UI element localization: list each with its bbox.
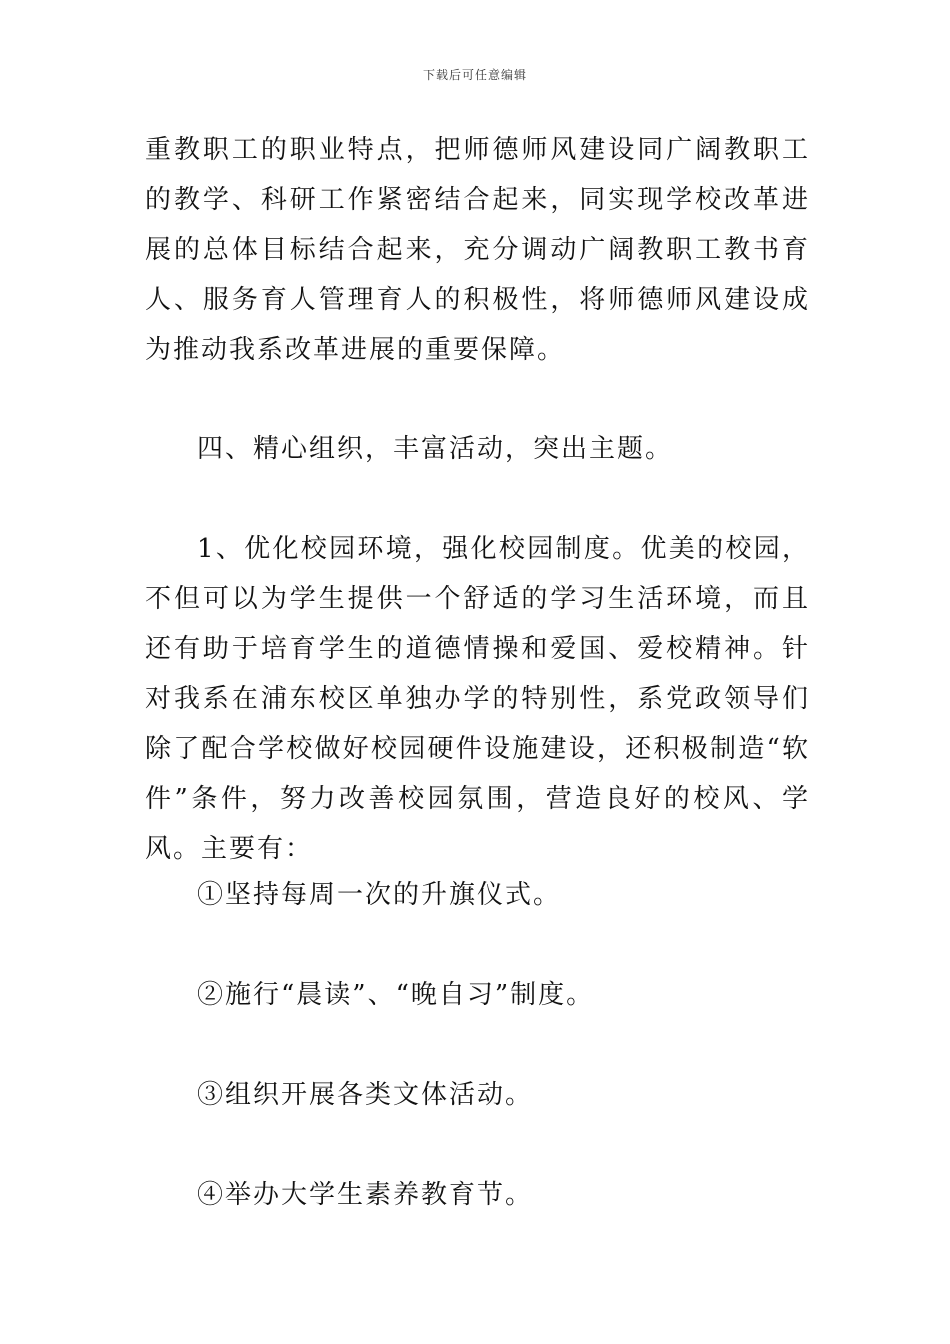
list-item: ③组织开展各类文体活动。 [197,1080,534,1110]
paragraph-continuation: 重教职工的职业特点，把师德师风建设同广阔教职工的教学、科研工作紧密结合起来，同实现学校改革进展的总体目标结合起来，充分调动广阔教职工教书育人、服务育人管理育人的积极性，将师德师风建设成为推动我系改革进展的重要保障。 [145,135,810,365]
list-item: ④举办大学生素养教育节。 [197,1180,534,1210]
paragraph-environment: 1、优化校园环境，强化校园制度。优美的校园，不但可以为学生提供一个舒适的学习生活环境，而且还有助于培育学生的道德情操和爱国、爱校精神。针对我系在浦东校区单独办学的特别性，系党政领导们除了配合学校做好校园硬件设施建设，还积极制造“软件”条件，努力改善校园氛围，营造良好的校风、学风。主要有： [145,534,810,864]
list-item: ①坚持每周一次的升旗仪式。 [197,880,562,910]
header-note: 下载后可任意编辑 [422,68,527,82]
section-heading: 四、精心组织，丰富活动，突出主题。 [197,434,674,464]
list-item: ②施行“晨读”、“晚自习”制度。 [197,980,595,1010]
